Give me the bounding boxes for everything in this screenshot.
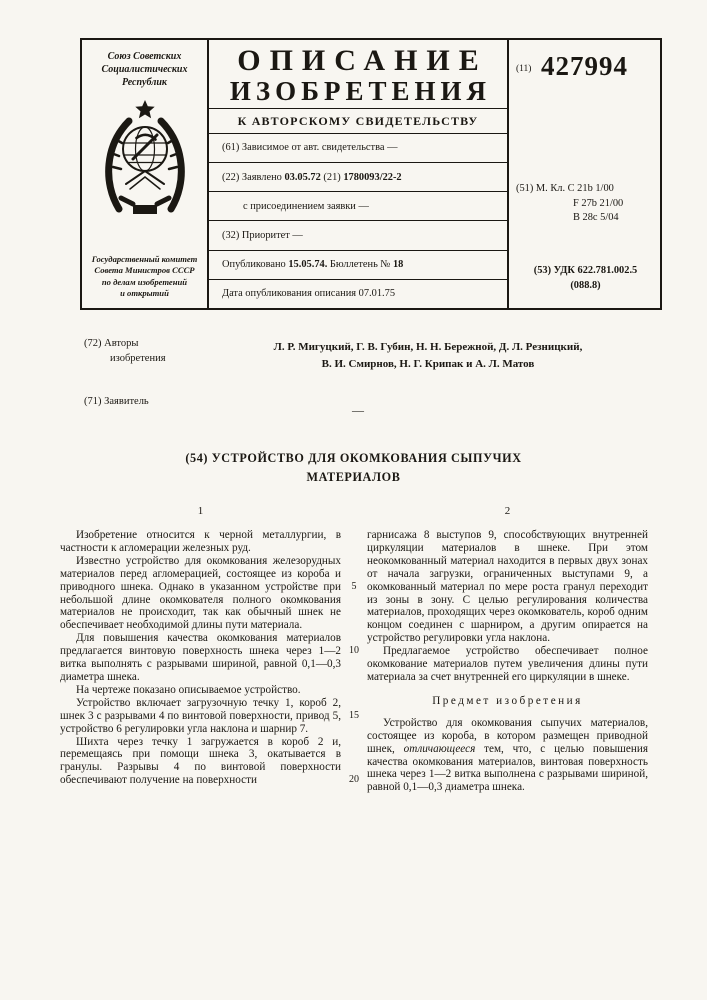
ipc-classification — [516, 182, 623, 226]
authors-names — [210, 336, 646, 372]
code-54-label: (54) — [185, 451, 209, 465]
publication-date-text: Дата опубликования описания 07.01.75 — [222, 288, 396, 300]
field-22-label: (22) Заявлено — [222, 171, 285, 183]
paragraph: Шихта через течку 1 загружается в короб 2 и, перемещаясь при помощи шнека 3, окатывается в гранулы. Разрывы 4 по винтовой поверхности обеспечивают получение на поверхности — [60, 735, 341, 787]
field-21-label: (21) — [320, 171, 344, 183]
committee-line: Государственный комитет — [91, 253, 198, 264]
margin-line-number: 15 — [349, 710, 359, 721]
ussr-emblem-icon — [99, 97, 191, 222]
union-line: Республик — [122, 77, 167, 88]
committee-line: и открытий — [120, 288, 169, 299]
header-middle-panel — [209, 40, 509, 308]
invention-title-line2: МАТЕРИАЛОВ — [306, 469, 401, 484]
field-publication-date — [209, 280, 507, 308]
invention-title — [0, 449, 707, 487]
document-subtitle: К АВТОРСКОМУ СВИДЕТЕЛЬСТВУ — [209, 109, 507, 134]
paragraph: гарнисажа 8 выступов 9, способствующих внутренней циркуляции материалов в шнеке. При этом неокомкованный материал находится в первых двух зонах от начала загрузки, ограниченных выступами 9, а окомкованный материал по мере роста гранул переходит из зоны в зону. С целью регулирования количества материалов, проходящих через окомкователь, короб одним концом соединен с шарниром, а другим опирается на устройство регулировки угла наклона. — [367, 529, 648, 645]
published-label: Опубликовано — [222, 259, 289, 271]
union-line: Союз Советских — [107, 51, 182, 62]
udk-classification — [513, 264, 658, 293]
ipc-line-1: (51) М. Кл. С 21b 1/00 — [516, 183, 614, 194]
authors-label-line1: (72) Авторы — [84, 338, 139, 349]
field-22-filed — [209, 163, 507, 192]
claim-italic-word: отличающееся — [403, 742, 476, 755]
applicant-label: (71) Заявитель — [84, 396, 149, 407]
column-1-header: 1 — [197, 505, 204, 517]
paragraph: Изобретение относится к черной металлургии, в частности к агломерации железных руд. — [60, 529, 341, 554]
ipc-line-2: F 27b 21/00 — [573, 197, 624, 209]
paragraph: Устройство включает загрузочную течку 1, короб 2, шнек 3 с разрывами 4 по винтовой поверхности, привод 5, устройство 6 регулировки угла наклона и шарнир 7. — [60, 696, 341, 735]
bulletin-label: Бюллетень № — [327, 259, 393, 271]
udk-line-2: (088.8) — [570, 279, 601, 291]
margin-line-number: 10 — [349, 645, 359, 656]
authors-names-line1: Л. Р. Мигуцкий, Г. В. Губин, Н. Н. Бережной, Д. Л. Резницкий, — [273, 341, 583, 353]
applicant-dash: — — [352, 403, 364, 417]
claim-post: тем, что, с целью повышения качества окомкования материалов, винтовая поверхность шнека через 1—2 витка выполнена с разрывами шириной, равной 0,1—0,3 диаметра шнека. — [367, 742, 648, 794]
committee-line: по делам изобретений — [101, 276, 188, 287]
field-32-text: (32) Приоритет — — [222, 230, 303, 241]
field-32-priority — [209, 221, 507, 250]
authors-label-line2: изобретения — [110, 353, 166, 365]
union-line: Социалистических — [101, 64, 188, 75]
field-joined-application — [209, 192, 507, 221]
column-1 — [60, 529, 341, 794]
committee-name — [92, 254, 198, 300]
paragraph: На чертеже показано описываемое устройство. — [76, 683, 301, 696]
invention-title-text1: УСТРОЙСТВО ДЛЯ ОКОМКОВАНИЯ СЫПУЧИХ — [211, 451, 522, 465]
claim-paragraph — [367, 717, 648, 794]
authors-section — [84, 336, 646, 372]
field-61-dependent — [209, 134, 507, 163]
header-box — [80, 38, 662, 310]
margin-line-number: 20 — [349, 774, 359, 785]
header-right-panel — [509, 40, 660, 308]
title-opisanie: ОПИСАНИЕ — [237, 44, 488, 77]
authors-label — [84, 336, 210, 372]
column-2 — [367, 529, 648, 794]
field-22-date: 03.05.72 — [284, 171, 321, 183]
code-11-label: (11) — [516, 64, 532, 74]
paragraph: Для повышения качества окомкования материалов предлагается винтовую поверхность шнека через 1—2 витка выполнять с разрывами шириной, равной 0,1—0,3 диаметра шнека. — [60, 632, 341, 683]
union-name — [102, 50, 188, 89]
paragraph: Известно устройство для окомкования железорудных материалов перед агломерацией, состоящее из короба и приводного шнека. Однако в указанном устройстве при небольшой длине окомкователя полного окомкования материалов не происходит, так как обычный шнек не обеспечивает необходимой длины пути материала. — [60, 554, 341, 632]
document-type-title — [209, 40, 507, 109]
authors-names-line2: В. И. Смирнов, Н. Г. Крипак и А. Л. Матов — [321, 357, 535, 370]
field-published — [209, 251, 507, 280]
committee-line: Совета Министров СССР — [94, 265, 195, 276]
column-2-header: 2 — [504, 505, 511, 517]
published-date: 15.05.74. — [288, 259, 328, 271]
field-21-number: 1780093/22-2 — [343, 171, 402, 183]
column-headers — [60, 505, 648, 517]
paragraph: Предлагаемое устройство обеспечивает полное окомкование материалов путем увеличения длины пути материала за счет внутренней его циркуляции в шнеке. — [367, 645, 648, 683]
udk-line-1: (53) УДК 622.781.002.5 — [533, 265, 638, 276]
field-61-text: (61) Зависимое от авт. свидетельства — — [222, 142, 398, 154]
margin-line-number: 5 — [351, 581, 357, 592]
bibliographic-fields — [209, 134, 507, 308]
two-column-text — [60, 529, 648, 794]
invention-title-line1 — [0, 449, 707, 468]
header-left-panel — [82, 40, 209, 308]
body-text-area — [60, 505, 648, 794]
field-joined-text: с присоединением заявки — — [243, 200, 369, 212]
subject-of-invention-heading: Предмет изобретения — [432, 694, 583, 707]
title-izobreteniya: ИЗОБРЕТЕНИЯ — [229, 75, 492, 106]
patent-number: 427994 — [541, 51, 628, 81]
ipc-line-3: В 28с 5/04 — [573, 212, 619, 224]
claim-pre: Устройство для окомкования сыпучих материалов, состоящее из короба, в котором размещен приводной шнек, — [367, 716, 648, 755]
bulletin-number: 18 — [392, 259, 404, 271]
